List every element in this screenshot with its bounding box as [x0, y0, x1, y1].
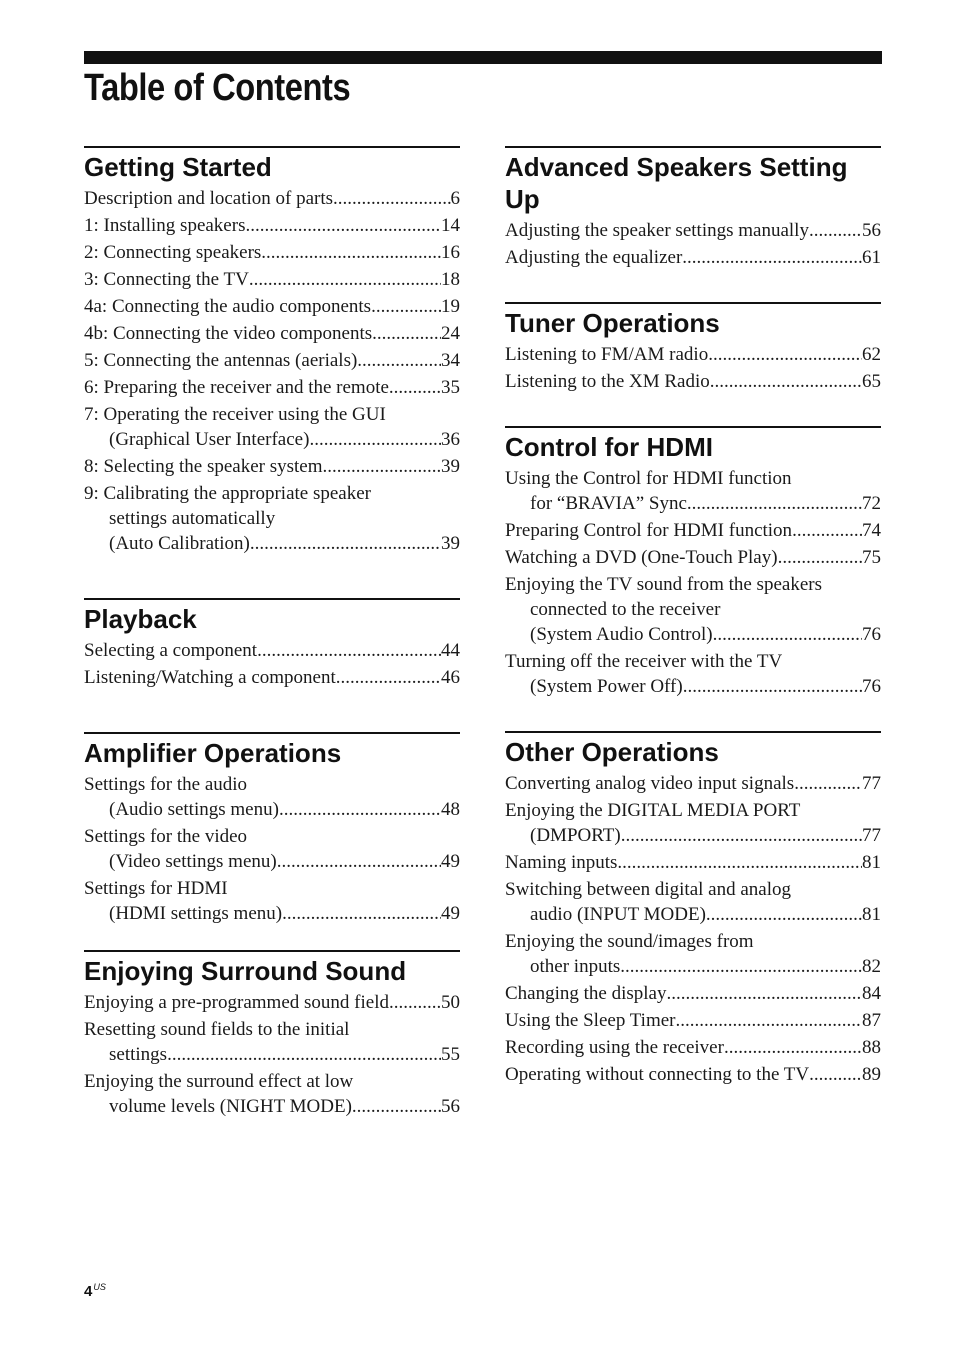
page-ref: 56 — [862, 220, 881, 241]
page-ref: 89 — [862, 1064, 881, 1085]
dot-leader — [778, 545, 862, 570]
toc-entry[interactable] — [84, 348, 460, 373]
dot-leader — [261, 240, 441, 265]
toc-entry[interactable] — [505, 1008, 881, 1033]
toc-entry[interactable] — [84, 267, 460, 292]
dot-leader — [809, 218, 862, 243]
toc-section — [84, 146, 460, 556]
toc-entry[interactable] — [84, 824, 460, 874]
page-ref: 36 — [441, 429, 460, 450]
entry-text: 9: Calibrating the appropriate speaker — [84, 483, 372, 504]
entry-text: 4a: Connecting the audio components — [84, 296, 372, 317]
entry-text: 1: Installing speakers — [84, 215, 246, 236]
dot-leader — [371, 294, 441, 319]
toc-entry[interactable] — [84, 240, 460, 265]
page-ref: 44 — [441, 640, 460, 661]
toc-entry[interactable] — [505, 877, 881, 927]
page-ref: 49 — [441, 851, 460, 872]
dot-leader — [708, 342, 862, 367]
dot-leader — [710, 369, 862, 394]
dot-leader — [724, 1035, 862, 1060]
section-heading: Amplifier Operations — [84, 738, 342, 768]
entry-text: Selecting a component — [84, 640, 258, 661]
toc-entry[interactable] — [505, 369, 881, 394]
entry-text: (Video settings menu) — [109, 851, 277, 872]
dot-leader — [620, 954, 862, 979]
section-heading: Enjoying Surround Sound — [84, 956, 407, 986]
page-number — [84, 1282, 106, 1300]
entry-text: Watching a DVD (One-Touch Play) — [505, 547, 778, 568]
toc-entry[interactable] — [84, 638, 460, 663]
toc-entry[interactable] — [505, 545, 881, 570]
toc-entry[interactable] — [505, 649, 881, 699]
entry-text: Operating without connecting to the TV — [505, 1064, 810, 1085]
dot-leader — [352, 1094, 441, 1119]
toc-entry[interactable] — [84, 213, 460, 238]
page-ref: 88 — [862, 1037, 881, 1058]
entry-text: Changing the display — [505, 983, 667, 1004]
toc-entry[interactable] — [505, 798, 881, 848]
entry-text: Enjoying the DIGITAL MEDIA PORT — [505, 800, 801, 821]
toc-entry[interactable] — [84, 1017, 460, 1067]
entry-text: (Graphical User Interface) — [109, 429, 310, 450]
toc-entry[interactable] — [505, 466, 881, 516]
entry-text: for “BRAVIA” Sync — [530, 493, 687, 514]
entry-text: Listening to the XM Radio — [505, 371, 710, 392]
toc-entry[interactable] — [505, 342, 881, 367]
page-ref: 76 — [862, 624, 881, 645]
page-ref: 84 — [862, 983, 881, 1004]
toc-section — [505, 731, 881, 1087]
toc-section — [84, 598, 460, 690]
page-ref: 46 — [441, 667, 460, 688]
toc-section — [84, 732, 460, 926]
entry-text: Recording using the receiver — [505, 1037, 724, 1058]
section-heading: Advanced Speakers Setting Up — [505, 152, 848, 214]
page-ref: 77 — [862, 825, 881, 846]
entry-text: Preparing Control for HDMI function — [505, 520, 793, 541]
dot-leader — [249, 267, 441, 292]
dot-leader — [617, 850, 862, 875]
page-ref: 74 — [862, 520, 881, 541]
dot-leader — [666, 981, 862, 1006]
dot-leader — [309, 427, 441, 452]
section-heading: Playback — [84, 604, 197, 634]
toc-entry[interactable] — [505, 1035, 881, 1060]
toc-entry[interactable] — [84, 990, 460, 1015]
dot-leader — [257, 638, 441, 663]
section-heading: Tuner Operations — [505, 308, 720, 338]
entry-text: (Audio settings menu) — [109, 799, 279, 820]
dot-leader — [282, 901, 441, 926]
toc-entry[interactable] — [505, 245, 881, 270]
page-ref: 48 — [441, 799, 460, 820]
toc-entry[interactable] — [505, 218, 881, 243]
dot-leader — [245, 213, 441, 238]
dot-leader — [323, 454, 442, 479]
entry-text: Adjusting the speaker settings manually — [505, 220, 809, 241]
entry-text: Settings for the video — [84, 826, 248, 847]
dot-leader — [336, 665, 441, 690]
page-ref: 87 — [862, 1010, 881, 1031]
page-ref: 39 — [441, 533, 460, 554]
toc-section — [505, 426, 881, 699]
entry-text: 8: Selecting the speaker system — [84, 456, 323, 477]
toc-entry[interactable] — [84, 772, 460, 822]
dot-leader — [389, 375, 441, 400]
page-ref: 62 — [862, 344, 881, 365]
page-number-value: 4 — [84, 1283, 93, 1300]
entry-text: Naming inputs — [505, 852, 618, 873]
dot-leader — [682, 245, 862, 270]
entry-text: other inputs — [530, 956, 621, 977]
toc-entry[interactable] — [84, 665, 460, 690]
entry-text: 7: Operating the receiver using the GUI — [84, 404, 386, 425]
dot-leader — [277, 849, 441, 874]
entry-text: 5: Connecting the antennas (aerials) — [84, 350, 358, 371]
page-ref: 18 — [441, 269, 460, 290]
entry-text: 3: Connecting the TV — [84, 269, 249, 290]
dot-leader — [706, 902, 862, 927]
toc-entry[interactable] — [84, 402, 460, 452]
page-ref: 14 — [441, 215, 460, 236]
toc-section — [505, 302, 881, 394]
page-ref: 35 — [441, 377, 460, 398]
page-ref: 56 — [441, 1096, 460, 1117]
page-ref: 55 — [441, 1044, 460, 1065]
entry-text: (DMPORT) — [530, 825, 621, 846]
dot-leader — [713, 622, 862, 647]
page-ref: 6 — [450, 188, 460, 209]
toc-entry[interactable] — [84, 186, 460, 211]
toc-entry[interactable] — [505, 518, 881, 543]
dot-leader — [372, 321, 441, 346]
entry-text: Adjusting the equalizer — [505, 247, 683, 268]
toc-column-left — [84, 146, 460, 1121]
entry-text: Switching between digital and analog — [505, 879, 791, 900]
toc-entry[interactable] — [84, 876, 460, 926]
entry-text: 4b: Connecting the video components — [84, 323, 373, 344]
page-ref: 19 — [441, 296, 460, 317]
page-ref: 39 — [441, 456, 460, 477]
toc-entry[interactable] — [84, 1069, 460, 1119]
dot-leader — [809, 1062, 862, 1087]
toc-entry[interactable] — [84, 375, 460, 400]
section-heading: Control for HDMI — [505, 432, 713, 462]
page-ref: 72 — [862, 493, 881, 514]
toc-section — [84, 950, 460, 1119]
dot-leader — [279, 797, 441, 822]
entry-text: Description and location of parts — [84, 188, 334, 209]
page-ref: 65 — [862, 371, 881, 392]
dot-leader — [167, 1042, 441, 1067]
entry-text: connected to the receiver — [530, 599, 721, 620]
toc-entry[interactable] — [84, 294, 460, 319]
page-ref: 61 — [862, 247, 881, 268]
page-ref: 81 — [862, 904, 881, 925]
toc-entry[interactable] — [505, 572, 881, 647]
entry-text: 2: Connecting speakers — [84, 242, 262, 263]
entry-text: Converting analog video input signals — [505, 773, 795, 794]
entry-text: Settings for HDMI — [84, 878, 228, 899]
entry-text: Listening to FM/AM radio — [505, 344, 709, 365]
entry-text: (System Power Off) — [530, 676, 683, 697]
dot-leader — [792, 518, 862, 543]
entry-text: Enjoying the surround effect at low — [84, 1071, 354, 1092]
page-number-suffix: US — [93, 1282, 106, 1292]
entry-text: Enjoying a pre-programmed sound field — [84, 992, 389, 1013]
dot-leader — [687, 491, 862, 516]
page-ref: 76 — [862, 676, 881, 697]
dot-leader — [683, 674, 862, 699]
entry-text: Using the Sleep Timer — [505, 1010, 676, 1031]
page-ref: 77 — [862, 773, 881, 794]
entry-text: (HDMI settings menu) — [109, 903, 283, 924]
entry-text: settings automatically — [109, 508, 276, 529]
page-title: Table of Contents — [84, 67, 351, 109]
entry-text: (System Audio Control) — [530, 624, 713, 645]
entry-text: volume levels (NIGHT MODE) — [109, 1096, 352, 1117]
toc-entry[interactable] — [505, 1062, 881, 1087]
dot-leader — [333, 186, 450, 211]
entry-text: Enjoying the sound/images from — [505, 931, 754, 952]
page-ref: 24 — [441, 323, 460, 344]
page-ref: 16 — [441, 242, 460, 263]
toc-entry[interactable] — [505, 981, 881, 1006]
title-rule — [84, 51, 882, 64]
toc-entry[interactable] — [84, 321, 460, 346]
entry-text: Resetting sound fields to the initial — [84, 1019, 350, 1040]
section-heading: Other Operations — [505, 737, 719, 767]
toc-entry[interactable] — [505, 771, 881, 796]
dot-leader — [357, 348, 441, 373]
dot-leader — [621, 823, 862, 848]
entry-text: (Auto Calibration) — [109, 533, 250, 554]
dot-leader — [389, 990, 441, 1015]
toc-entry[interactable] — [505, 929, 881, 979]
entry-text: Turning off the receiver with the TV — [505, 651, 783, 672]
page-ref: 82 — [862, 956, 881, 977]
dot-leader — [675, 1008, 862, 1033]
page-ref: 50 — [441, 992, 460, 1013]
toc-entry[interactable] — [505, 850, 881, 875]
toc-column-right — [505, 146, 881, 1089]
page-ref: 81 — [862, 852, 881, 873]
toc-section — [505, 146, 881, 270]
section-heading: Getting Started — [84, 152, 272, 182]
entry-text: Settings for the audio — [84, 774, 248, 795]
toc-entry[interactable] — [84, 454, 460, 479]
entry-text: Listening/Watching a component — [84, 667, 336, 688]
entry-text: 6: Preparing the receiver and the remote — [84, 377, 389, 398]
entry-text: Enjoying the TV sound from the speakers — [505, 574, 822, 595]
page-ref: 49 — [441, 903, 460, 924]
page-ref: 75 — [862, 547, 881, 568]
toc-entry[interactable] — [84, 481, 460, 556]
entry-text: Using the Control for HDMI function — [505, 468, 792, 489]
page-ref: 34 — [441, 350, 460, 371]
dot-leader — [794, 771, 862, 796]
dot-leader — [250, 531, 441, 556]
entry-text: settings — [109, 1044, 168, 1065]
entry-text: audio (INPUT MODE) — [530, 904, 706, 925]
